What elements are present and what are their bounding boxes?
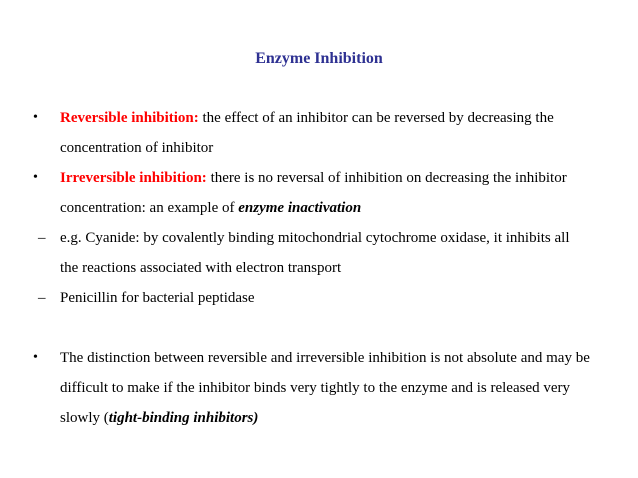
bullet-text xyxy=(60,103,590,163)
bullet-text xyxy=(60,343,590,433)
bullet-irreversible xyxy=(33,163,590,223)
bullet-icon: • xyxy=(33,350,38,365)
dash-icon: – xyxy=(38,230,46,246)
term-reversible: Reversible inhibition: xyxy=(60,110,199,126)
dash-icon: – xyxy=(38,290,46,306)
irreversible-description: there is no reversal of inhibition on decreasing the inhibitor concentration: an example of xyxy=(60,170,567,216)
sub-bullet-text: Penicillin for bacterial peptidase xyxy=(60,290,255,306)
slide-title: Enzyme Inhibition xyxy=(255,50,383,67)
reversible-description: the effect of an inhibitor can be reversed by decreasing the concentration of inhibitor xyxy=(60,110,554,156)
bullet-icon: • xyxy=(33,170,38,185)
enzyme-inactivation-emphasis: enzyme inactivation xyxy=(238,200,362,216)
distinction-description: The distinction between reversible and irreversible inhibition is not absolute and may be difficult to make if the inhibitor binds very tightly to the enzyme and is released very slowly ( xyxy=(60,350,590,426)
bullet-icon: • xyxy=(33,110,38,125)
sub-bullet-cyanide xyxy=(38,223,585,283)
tight-binding-emphasis: tight-binding inhibitors) xyxy=(108,410,259,426)
sub-bullet-penicillin xyxy=(38,283,585,313)
bullet-reversible xyxy=(33,103,590,163)
bullet-distinction xyxy=(33,343,590,433)
sub-bullet-text: e.g. Cyanide: by covalently binding mitochondrial cytochrome oxidase, it inhibits all the reactions associated with electron transport xyxy=(60,230,570,276)
term-irreversible: Irreversible inhibition: xyxy=(60,170,207,186)
bullet-text xyxy=(60,163,590,223)
